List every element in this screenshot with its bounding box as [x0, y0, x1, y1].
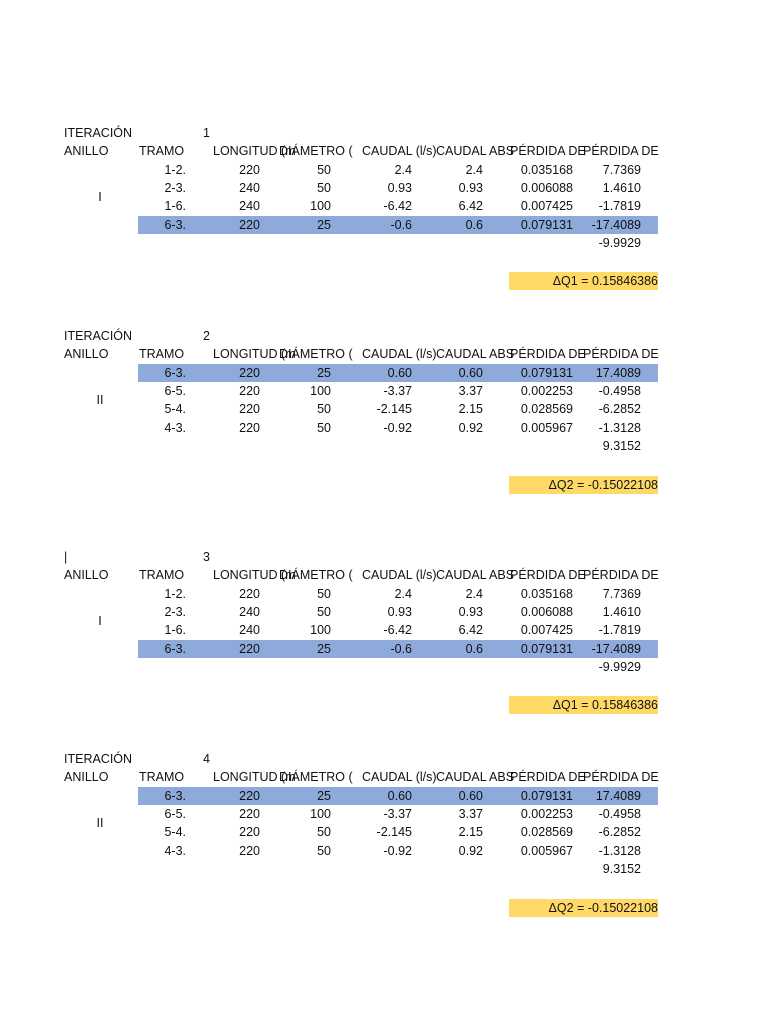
- column-header: CAUDAL ABS: [436, 347, 515, 362]
- iteration-number: 2: [203, 329, 210, 343]
- table-cell: 0.93: [458, 180, 483, 195]
- iteration-title: ITERACIÓN: [64, 329, 133, 343]
- column-header: CAUDAL ABS: [436, 568, 515, 583]
- column-header: PÉRDIDA DE: [510, 568, 586, 583]
- table-cell: 3.37: [458, 383, 483, 398]
- table-cell: 240: [239, 199, 260, 214]
- delta-q-value: ΔQ1 = 0.15846386: [552, 274, 658, 288]
- table-cell: 25: [317, 217, 331, 232]
- table-cell: 0.6: [465, 217, 483, 232]
- column-header: CAUDAL (l/s): [362, 770, 437, 785]
- table-cell: 0.006088: [520, 604, 573, 619]
- table-cell: -0.6: [390, 217, 412, 232]
- table-cell: 0.002253: [520, 806, 573, 821]
- table-cell: 50: [317, 604, 331, 619]
- ring-label: I: [98, 190, 102, 205]
- table-cell: 6-3.: [164, 641, 186, 656]
- table-cell: 50: [317, 180, 331, 195]
- table-cell: 1-6.: [164, 623, 186, 638]
- table-cell: -0.4958: [598, 383, 641, 398]
- table-cell: 0.002253: [520, 383, 573, 398]
- table-cell: 5-4.: [164, 402, 186, 417]
- delta-q-value: ΔQ2 = -0.15022108: [548, 901, 658, 915]
- column-header: PÉRDIDA DE: [583, 568, 659, 583]
- table-cell: -3.37: [383, 383, 412, 398]
- table-cell: -17.4089: [591, 217, 641, 232]
- table-cell: 0.93: [387, 604, 412, 619]
- table-cell: 50: [317, 586, 331, 601]
- delta-q-value: ΔQ2 = -0.15022108: [548, 478, 658, 492]
- iteration-title: ITERACIÓN: [64, 126, 133, 140]
- table-cell: 4-3.: [164, 843, 186, 858]
- loss-total: -9.9929: [598, 659, 641, 674]
- table-cell: 25: [317, 365, 331, 380]
- table-cell: 0.079131: [520, 365, 573, 380]
- delta-q-value: ΔQ1 = 0.15846386: [552, 698, 658, 712]
- column-header: PÉRDIDA DE: [583, 770, 659, 785]
- table-cell: -1.7819: [598, 623, 641, 638]
- table-cell: 4-3.: [164, 420, 186, 435]
- table-cell: 2.4: [465, 162, 483, 177]
- table-cell: 3.37: [458, 806, 483, 821]
- column-header: CAUDAL (l/s): [362, 568, 437, 583]
- table-cell: 240: [239, 623, 260, 638]
- loss-total: 9.3152: [602, 861, 641, 876]
- table-cell: 6-3.: [164, 217, 186, 232]
- table-cell: 220: [239, 162, 260, 177]
- column-header: PÉRDIDA DE: [510, 144, 586, 159]
- table-cell: -2.145: [376, 402, 412, 417]
- iteration-title: |: [64, 550, 68, 564]
- table-cell: 220: [239, 806, 260, 821]
- table-cell: -0.6: [390, 641, 412, 656]
- table-cell: -0.92: [383, 843, 412, 858]
- table-cell: -6.42: [383, 199, 412, 214]
- column-header: DIÁMETRO (: [279, 347, 353, 362]
- table-cell: 0.60: [387, 788, 412, 803]
- table-cell: 6.42: [458, 199, 483, 214]
- table-cell: 50: [317, 420, 331, 435]
- table-cell: 0.035168: [520, 586, 573, 601]
- anillo-header: ANILLO: [64, 770, 109, 785]
- iteration-title: ITERACIÓN: [64, 752, 133, 766]
- table-cell: 220: [239, 641, 260, 656]
- table-cell: 17.4089: [595, 788, 641, 803]
- table-cell: 220: [239, 402, 260, 417]
- table-cell: -1.3128: [598, 420, 641, 435]
- table-cell: 0.60: [458, 788, 483, 803]
- table-cell: -3.37: [383, 806, 412, 821]
- table-cell: 220: [239, 365, 260, 380]
- column-header: LONGITUD (m: [213, 144, 296, 159]
- table-cell: 220: [239, 586, 260, 601]
- column-header: LONGITUD (m: [213, 347, 296, 362]
- table-cell: 7.7369: [602, 162, 641, 177]
- table-cell: 50: [317, 825, 331, 840]
- table-cell: 100: [310, 199, 331, 214]
- column-header: PÉRDIDA DE: [510, 770, 586, 785]
- table-cell: 50: [317, 162, 331, 177]
- table-cell: 1.4610: [602, 604, 641, 619]
- ring-label: I: [98, 614, 102, 629]
- table-cell: 100: [310, 623, 331, 638]
- table-cell: 0.005967: [520, 843, 573, 858]
- table-cell: -0.4958: [598, 806, 641, 821]
- table-cell: 7.7369: [602, 586, 641, 601]
- anillo-header: ANILLO: [64, 568, 109, 583]
- table-cell: 0.079131: [520, 217, 573, 232]
- table-cell: 2.15: [458, 825, 483, 840]
- column-header: TRAMO: [139, 568, 185, 583]
- table-cell: 1.4610: [602, 180, 641, 195]
- table-cell: 0.007425: [520, 623, 573, 638]
- column-header: TRAMO: [139, 144, 185, 159]
- table-cell: 100: [310, 806, 331, 821]
- column-header: TRAMO: [139, 770, 185, 785]
- table-cell: 1-2.: [164, 586, 186, 601]
- table-cell: 240: [239, 604, 260, 619]
- table-cell: 0.005967: [520, 420, 573, 435]
- table-cell: 100: [310, 383, 331, 398]
- table-cell: 0.60: [458, 365, 483, 380]
- anillo-header: ANILLO: [64, 347, 109, 362]
- table-cell: 240: [239, 180, 260, 195]
- column-header: TRAMO: [139, 347, 185, 362]
- table-cell: 0.92: [458, 420, 483, 435]
- table-cell: -6.2852: [598, 402, 641, 417]
- table-cell: 0.60: [387, 365, 412, 380]
- table-cell: -1.3128: [598, 843, 641, 858]
- table-cell: 220: [239, 420, 260, 435]
- column-header: LONGITUD (m: [213, 770, 296, 785]
- column-header: DIÁMETRO (: [279, 568, 353, 583]
- table-cell: 6-5.: [164, 383, 186, 398]
- table-cell: 0.079131: [520, 641, 573, 656]
- table-cell: 5-4.: [164, 825, 186, 840]
- column-header: CAUDAL (l/s): [362, 144, 437, 159]
- table-cell: 50: [317, 402, 331, 417]
- table-cell: 0.93: [458, 604, 483, 619]
- column-header: PÉRDIDA DE: [583, 347, 659, 362]
- table-cell: 6-3.: [164, 365, 186, 380]
- column-header: PÉRDIDA DE: [510, 347, 586, 362]
- table-cell: 6-5.: [164, 806, 186, 821]
- column-header: CAUDAL (l/s): [362, 347, 437, 362]
- column-header: CAUDAL ABS: [436, 770, 515, 785]
- column-header: PÉRDIDA DE: [583, 144, 659, 159]
- table-cell: -17.4089: [591, 641, 641, 656]
- column-header: DIÁMETRO (: [279, 144, 353, 159]
- table-cell: 50: [317, 843, 331, 858]
- anillo-header: ANILLO: [64, 144, 109, 159]
- loss-total: 9.3152: [602, 438, 641, 453]
- table-cell: 220: [239, 843, 260, 858]
- table-cell: 0.6: [465, 641, 483, 656]
- column-header: CAUDAL ABS: [436, 144, 515, 159]
- table-cell: -6.2852: [598, 825, 641, 840]
- table-cell: 6-3.: [164, 788, 186, 803]
- table-cell: 2.4: [465, 586, 483, 601]
- table-cell: 1-6.: [164, 199, 186, 214]
- ring-label: II: [96, 816, 104, 831]
- table-cell: 0.92: [458, 843, 483, 858]
- table-cell: 25: [317, 788, 331, 803]
- table-cell: 25: [317, 641, 331, 656]
- table-cell: 2.4: [394, 586, 412, 601]
- ring-label: II: [96, 393, 104, 408]
- table-cell: 0.035168: [520, 162, 573, 177]
- loss-total: -9.9929: [598, 235, 641, 250]
- table-cell: 2.15: [458, 402, 483, 417]
- table-cell: 6.42: [458, 623, 483, 638]
- table-cell: 0.007425: [520, 199, 573, 214]
- iteration-number: 3: [203, 550, 210, 564]
- table-cell: 17.4089: [595, 365, 641, 380]
- table-cell: 1-2.: [164, 162, 186, 177]
- table-cell: 2.4: [394, 162, 412, 177]
- table-cell: -2.145: [376, 825, 412, 840]
- table-cell: 220: [239, 217, 260, 232]
- table-cell: 2-3.: [164, 604, 186, 619]
- table-cell: 0.028569: [520, 402, 573, 417]
- table-cell: -0.92: [383, 420, 412, 435]
- column-header: DIÁMETRO (: [279, 770, 353, 785]
- table-cell: 0.93: [387, 180, 412, 195]
- table-cell: -1.7819: [598, 199, 641, 214]
- table-cell: 220: [239, 825, 260, 840]
- iteration-number: 1: [203, 126, 210, 140]
- table-cell: 220: [239, 383, 260, 398]
- table-cell: 0.006088: [520, 180, 573, 195]
- table-cell: 220: [239, 788, 260, 803]
- iteration-number: 4: [203, 752, 210, 766]
- table-cell: 0.079131: [520, 788, 573, 803]
- column-header: LONGITUD (m: [213, 568, 296, 583]
- table-cell: 0.028569: [520, 825, 573, 840]
- table-cell: -6.42: [383, 623, 412, 638]
- table-cell: 2-3.: [164, 180, 186, 195]
